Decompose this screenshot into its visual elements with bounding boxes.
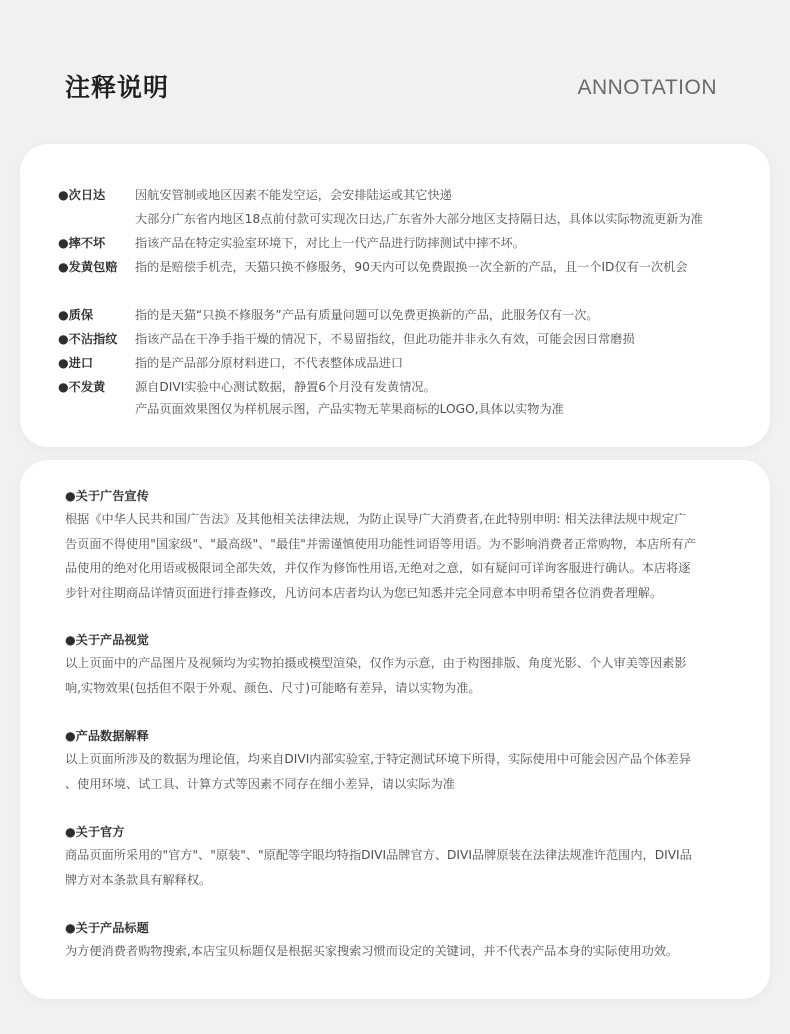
section-line: 根据《中华人民共和国广告法》及其他相关法律法规，为防止误导广大消费者,在此特别申明: 相关法律法规中规定广 [65, 512, 687, 526]
disclaimer-section [65, 629, 745, 700]
annotation-row [20, 304, 770, 326]
section-line: 以上页面中的产品图片及视频均为实物拍摄或模型渲染，仅作为示意，由于构图排版、角度光影、个人审美等因素影 [65, 656, 687, 670]
section-title: ●关于产品标题 [65, 921, 149, 935]
section-line: 响,实物效果(包括但不限于外观、颜色、尺寸)可能略有差异，请以实物为准。 [65, 680, 481, 695]
annotation-desc: 源自DIVI实验中心测试数据，静置6个月没有发黄情况。 [135, 380, 436, 394]
annotation-row [20, 328, 770, 350]
annotation-key: ●质保 [58, 308, 94, 322]
disclaimer-section [65, 917, 745, 964]
annotation-desc: 指的是赔偿手机壳，天猫只换不修服务，90天内可以免费跟换一次全新的产品，且一个ID仅有一次机会 [135, 260, 688, 274]
section-line: 牌方对本条款具有解释权。 [65, 872, 212, 887]
annotation-desc: 因航安管制或地区因素不能发空运，会安排陆运或其它快递 [135, 188, 452, 202]
section-title: ●产品数据解释 [65, 729, 149, 743]
annotation-key: ●不沾指纹 [58, 332, 118, 346]
annotation-desc: 指的是天猫“只换不修服务”产品有质量问题可以免费更换新的产品，此服务仅有一次。 [135, 308, 599, 322]
section-line: 、使用环境、试工具、计算方式等因素不同存在细小差异，请以实际为准 [65, 776, 455, 791]
annotation-key: ●进口 [58, 356, 94, 370]
annotation-key: ●次日达 [58, 188, 106, 202]
annotation-row [20, 184, 770, 206]
annotation-key: ●不发黄 [58, 380, 106, 394]
disclaimer-section [65, 725, 745, 796]
annotation-desc: 指该产品在干净手指干燥的情况下，不易留指纹，但此功能并非永久有效，可能会因日常磨损 [135, 332, 635, 346]
annotation-desc: 大部分广东省内地区18点前付款可实现次日达,广东省外大部分地区支持隔日达，具体以实际物流更新为准 [135, 212, 703, 226]
annotation-row [20, 398, 770, 420]
disclaimer-section [65, 485, 745, 605]
page-title: 注释说明 [65, 73, 170, 102]
annotation-row [20, 208, 770, 230]
annotation-key: ●发黄包赔 [58, 260, 118, 274]
annotation-card [20, 144, 770, 447]
page-header [0, 0, 790, 140]
section-line: 步针对往期商品详情页面进行排查修改，凡访问本店者均认为您已知悉并完全同意本申明希望各位消费者理解。 [65, 585, 663, 600]
annotation-key: ●摔不坏 [58, 236, 106, 250]
section-title: ●关于产品视觉 [65, 633, 149, 647]
annotation-desc: 指该产品在特定实验室环境下，对比上一代产品进行防摔测试中摔不坏。 [135, 236, 525, 250]
annotation-row [20, 232, 770, 254]
page-title-english: ANNOTATION [577, 76, 717, 99]
section-line: 告页面不得使用"国家级"、"最高级"、"最佳"并需谨慎使用功能性词语等用语。为不影响消费者正常购物，本店所有产 [65, 536, 696, 551]
section-line: 为方便消费者购物搜索,本店宝贝标题仅是根据买家搜索习惯而设定的关键词，并不代表产品本身的实际使用功效。 [65, 944, 679, 958]
section-line: 品使用的绝对化用语或极限词全部失效，并仅作为修饰性用语,无绝对之意，如有疑问可详询客服进行确认。本店将逐 [65, 561, 691, 575]
disclaimer-card [20, 460, 770, 999]
annotation-row [20, 256, 770, 278]
disclaimer-section [65, 821, 745, 892]
section-title: ●关于广告宣传 [65, 489, 149, 503]
section-line: 商品页面所采用的"官方"、"原装"、"原配等字眼均特指DIVI品牌官方、DIVI品牌原装在法律法规准许范围内，DIVI品 [65, 848, 692, 862]
annotation-row [20, 352, 770, 374]
section-title: ●关于官方 [65, 825, 125, 839]
section-line: 以上页面所涉及的数据为理论值，均来自DIVI内部实验室,于特定测试环境下所得，实际使用中可能会因产品个体差异 [65, 752, 691, 766]
annotation-row [20, 376, 770, 398]
annotation-desc: 指的是产品部分原材料进口，不代表整体成品进口 [135, 356, 404, 370]
annotation-desc: 产品页面效果图仅为样机展示图，产品实物无苹果商标的LOGO,具体以实物为准 [135, 402, 564, 416]
